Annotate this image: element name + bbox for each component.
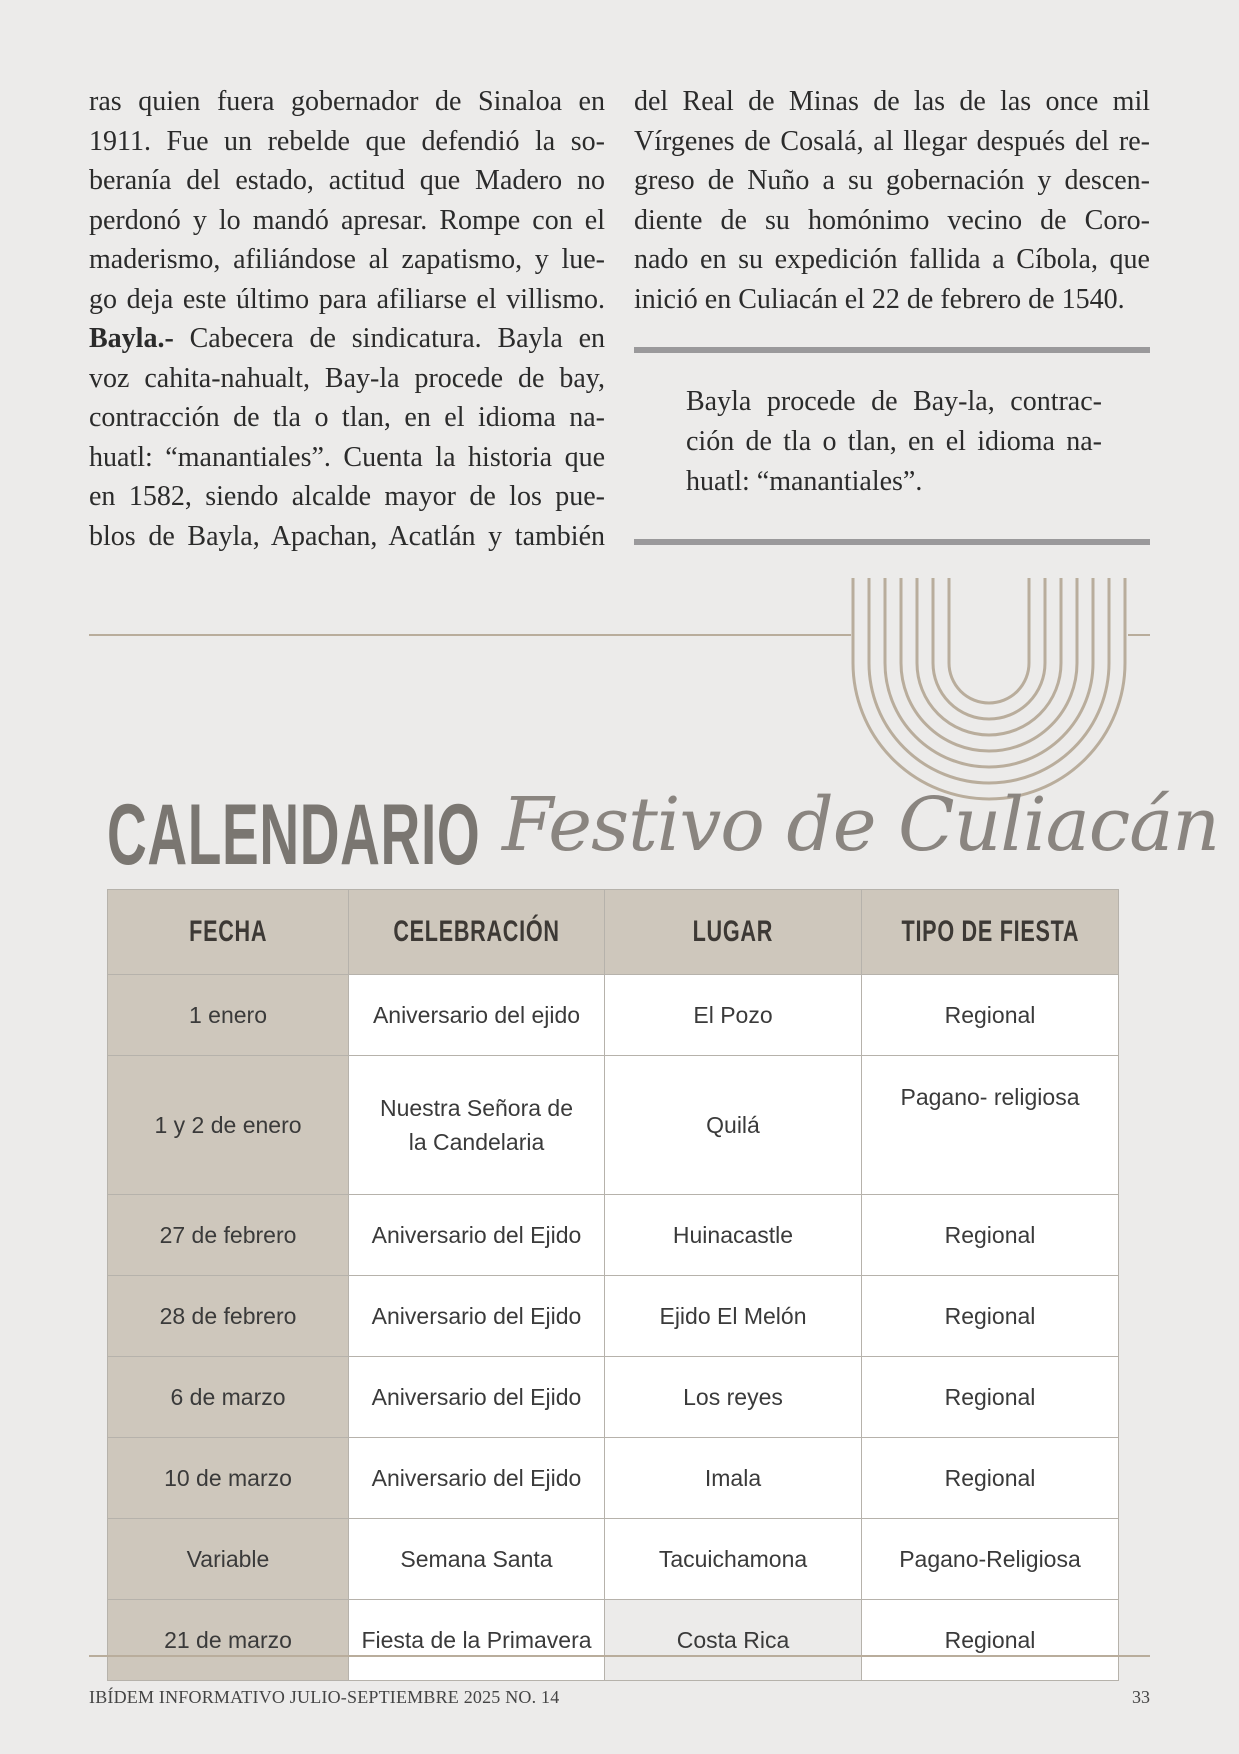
article-right-column xyxy=(634,82,1150,319)
calendar-title-block-text: CALENDARIO xyxy=(107,787,481,883)
cell-tipo: Regional xyxy=(862,1195,1119,1276)
cell-celebracion: Semana Santa xyxy=(349,1519,605,1600)
text-line xyxy=(89,319,605,359)
cell-fecha: 6 de marzo xyxy=(108,1357,349,1438)
cell-lugar: Tacuichamona xyxy=(605,1519,862,1600)
header-tipo-de-fiesta: TIPO DE FIESTA xyxy=(862,890,1119,975)
pull-quote xyxy=(686,382,1102,502)
text-line: maderismo, afiliándose al zapatismo, y lue- xyxy=(89,244,605,275)
text-line: huatl: “manantiales”. Cuenta la historia que xyxy=(89,441,605,473)
text-line: voz cahita-nahualt, Bay-la procede de bay, xyxy=(89,362,605,394)
section-divider-line-end xyxy=(1128,634,1150,636)
bayla-term: Bayla.- xyxy=(89,323,174,354)
pull-quote-line: ción de tla o tlan, en el idioma na- xyxy=(686,426,1102,457)
bayla-definition: Cabecera de sindicatura. Bayla en xyxy=(173,323,605,354)
text-line: en 1582, siendo alcalde mayor de los pue- xyxy=(89,481,605,512)
table-row xyxy=(108,975,1119,1056)
text-line: greso de Nuño a su gobernación y descen- xyxy=(634,165,1150,196)
cell-lugar: Los reyes xyxy=(605,1357,862,1438)
text-line: diente de su homónimo vecino de Coro- xyxy=(634,204,1150,236)
cell-tipo: Regional xyxy=(862,1438,1119,1519)
cell-lugar: Costa Rica xyxy=(605,1600,862,1681)
text-line: beranía del estado, actitud que Madero no xyxy=(89,165,605,196)
calendar-title-script-text: Festivo de Culiacán xyxy=(502,782,1219,868)
cell-tipo: Pagano-Religiosa xyxy=(862,1519,1119,1600)
text-line: ras quien fuera gobernador de Sinaloa en xyxy=(89,86,605,117)
cell-tipo: Regional xyxy=(862,1357,1119,1438)
section-divider-line xyxy=(89,634,851,636)
table-row xyxy=(108,1195,1119,1276)
cell-celebracion: Aniversario del Ejido xyxy=(349,1438,605,1519)
header-fecha: FECHA xyxy=(108,890,349,975)
cell-lugar: Huinacastle xyxy=(605,1195,862,1276)
text-line: contracción de tla o tlan, en el idioma na- xyxy=(89,402,605,433)
footer-divider-line xyxy=(89,1655,1150,1657)
cell-fecha: 27 de febrero xyxy=(108,1195,349,1276)
text-line: perdonó y lo mandó apresar. Rompe con el xyxy=(89,204,605,236)
cell-celebracion: Aniversario del ejido xyxy=(349,975,605,1056)
cell-tipo: Regional xyxy=(862,1276,1119,1357)
pull-quote-line: huatl: “manantiales”. xyxy=(686,466,923,497)
cell-tipo: Pagano- religiosa xyxy=(862,1056,1119,1195)
arches-ornament-icon xyxy=(848,578,1130,808)
cell-tipo: Regional xyxy=(862,975,1119,1056)
cell-celebracion: Fiesta de la Primavera xyxy=(349,1600,605,1681)
text-line: Vírgenes de Cosalá, al llegar después del re- xyxy=(634,125,1150,157)
cell-celebracion: Aniversario del Ejido xyxy=(349,1357,605,1438)
table-row xyxy=(108,1519,1119,1600)
pull-quote-top-rule xyxy=(634,347,1150,353)
table-row xyxy=(108,1056,1119,1195)
text-line: 1911. Fue un rebelde que defendió la so- xyxy=(89,125,605,157)
festivities-table xyxy=(107,889,1119,1681)
cell-lugar: Imala xyxy=(605,1438,862,1519)
cell-celebracion: Aniversario del Ejido xyxy=(349,1276,605,1357)
table-row xyxy=(108,1276,1119,1357)
cell-fecha: 10 de marzo xyxy=(108,1438,349,1519)
table-header-row xyxy=(108,890,1119,975)
cell-fecha: 1 y 2 de enero xyxy=(108,1056,349,1195)
table-row xyxy=(108,1600,1119,1681)
text-line: del Real de Minas de las de las once mil xyxy=(634,86,1150,117)
pull-quote-line: Bayla procede de Bay-la, contrac- xyxy=(686,386,1102,417)
header-celebracion: CELEBRACIÓN xyxy=(349,890,605,975)
header-lugar: LUGAR xyxy=(605,890,862,975)
cell-celebracion: Aniversario del Ejido xyxy=(349,1195,605,1276)
text-line: blos de Bayla, Apachan, Acatlán y también xyxy=(89,520,605,552)
article-left-column xyxy=(89,82,605,556)
footer-publication: IBÍDEM INFORMATIVO JULIO-SEPTIEMBRE 2025 NO. 14 xyxy=(89,1687,560,1707)
cell-lugar: Quilá xyxy=(605,1056,862,1195)
cell-fecha: 21 de marzo xyxy=(108,1600,349,1681)
text-line: nado en su expedición fallida a Cíbola, que xyxy=(634,244,1150,275)
table-row xyxy=(108,1438,1119,1519)
cell-fecha: 1 enero xyxy=(108,975,349,1056)
cell-lugar: Ejido El Melón xyxy=(605,1276,862,1357)
cell-tipo: Regional xyxy=(862,1600,1119,1681)
cell-fecha: 28 de febrero xyxy=(108,1276,349,1357)
pull-quote-bottom-rule xyxy=(634,539,1150,545)
cell-lugar: El Pozo xyxy=(605,975,862,1056)
page-number: 33 xyxy=(1132,1687,1150,1707)
text-line: inició en Culiacán el 22 de febrero de 1540. xyxy=(634,283,1125,315)
text-line: go deja este último para afiliarse el villismo. xyxy=(89,283,605,315)
cell-celebracion: Nuestra Señora de la Candelaria xyxy=(349,1056,605,1195)
cell-fecha: Variable xyxy=(108,1519,349,1600)
table-row xyxy=(108,1357,1119,1438)
